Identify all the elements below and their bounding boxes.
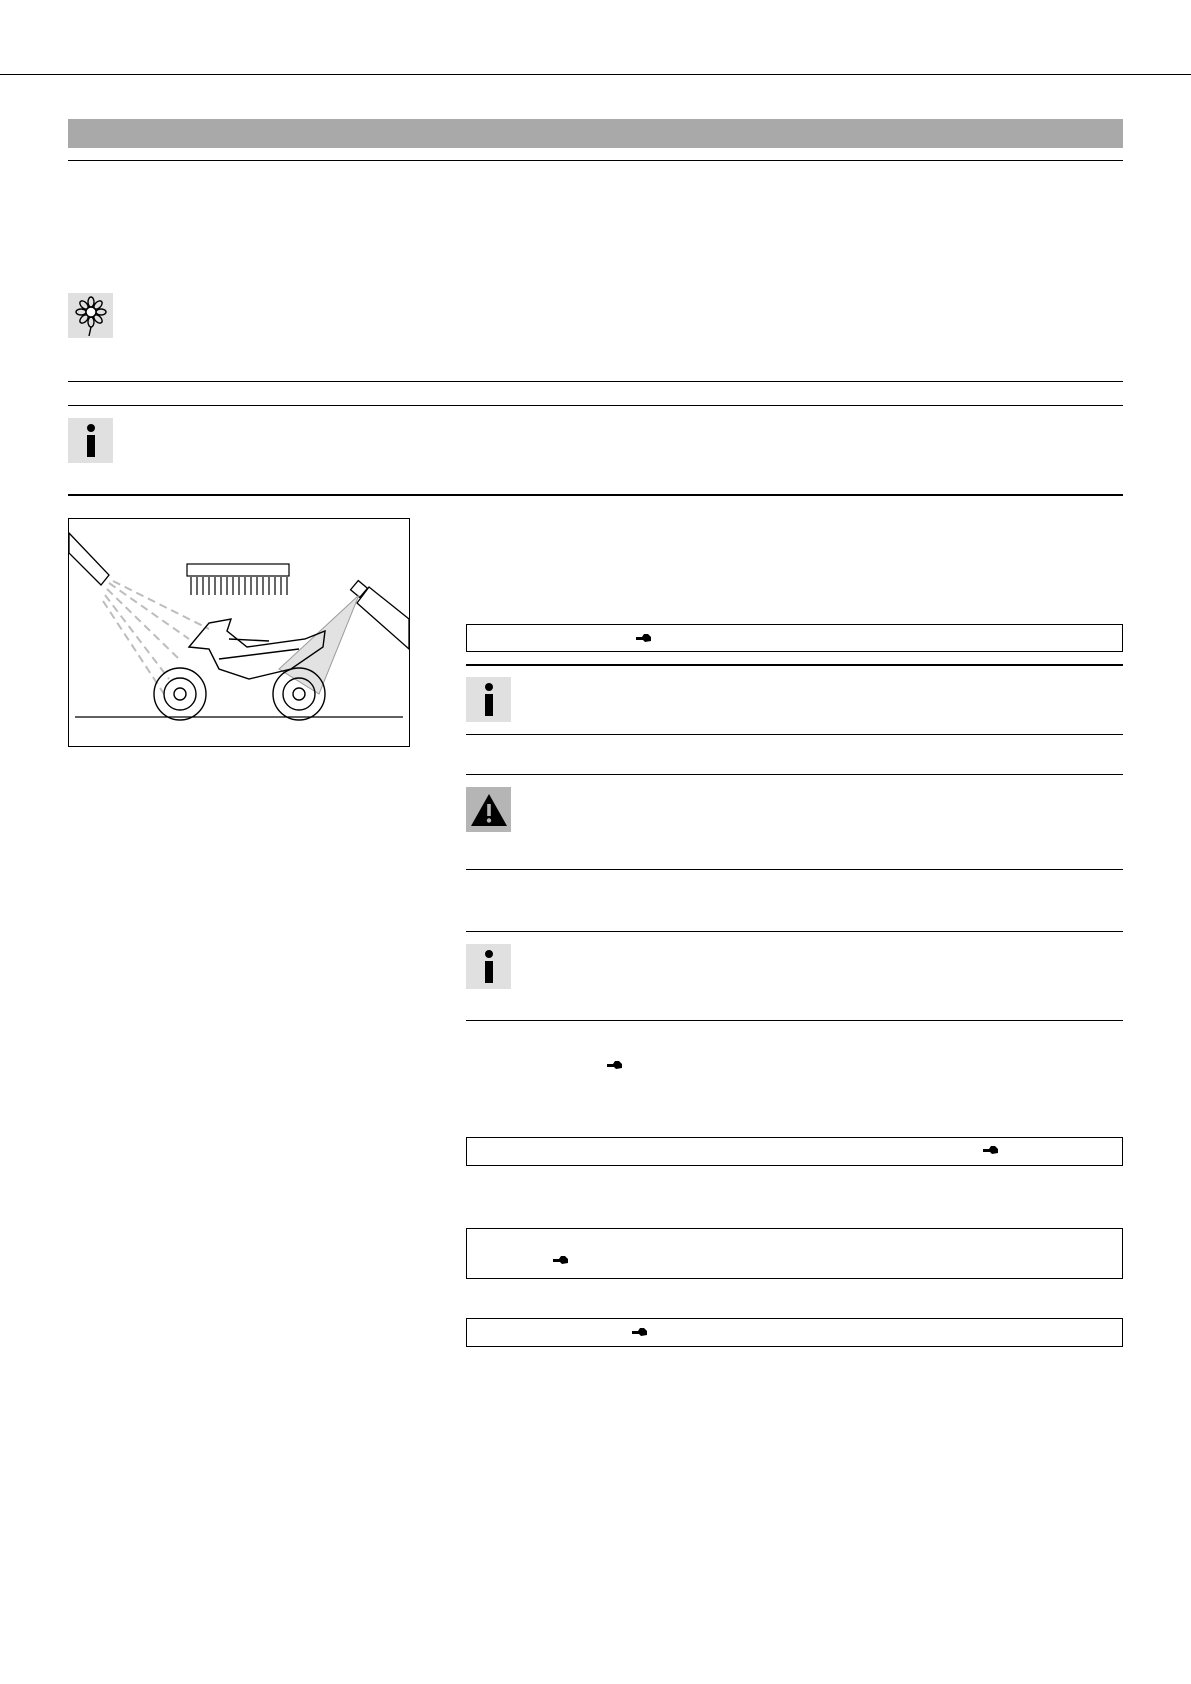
divider (466, 774, 1123, 775)
reference-box (466, 1228, 1123, 1279)
reference-box (466, 624, 1123, 652)
atv-washing-drawing (69, 519, 409, 746)
divider (466, 931, 1123, 932)
divider (68, 405, 1123, 406)
info-note (68, 418, 113, 463)
divider (68, 381, 1123, 382)
divider (466, 664, 1123, 666)
section-divider (68, 494, 1123, 496)
reference-box (466, 1318, 1123, 1347)
pointing-hand-icon (553, 1255, 569, 1265)
pointing-hand-icon (636, 633, 652, 643)
info-icon (481, 682, 497, 718)
divider (466, 1020, 1123, 1021)
info-icon (83, 423, 99, 459)
title-underline (68, 160, 1123, 161)
pointing-hand-icon (607, 1060, 623, 1070)
section-title-bar (68, 119, 1123, 148)
info-icon (481, 949, 497, 985)
reference-box (466, 1137, 1123, 1166)
warning-note (466, 787, 511, 832)
flower-icon (73, 296, 109, 336)
header-rule (0, 74, 1191, 75)
pointing-hand-icon (983, 1145, 999, 1155)
divider (466, 869, 1123, 870)
warning-icon (470, 793, 508, 827)
info-note (466, 944, 511, 989)
info-note (466, 677, 511, 722)
pointing-hand-icon (632, 1327, 648, 1337)
environment-note (68, 293, 113, 338)
washing-illustration (68, 518, 410, 747)
divider (466, 734, 1123, 735)
